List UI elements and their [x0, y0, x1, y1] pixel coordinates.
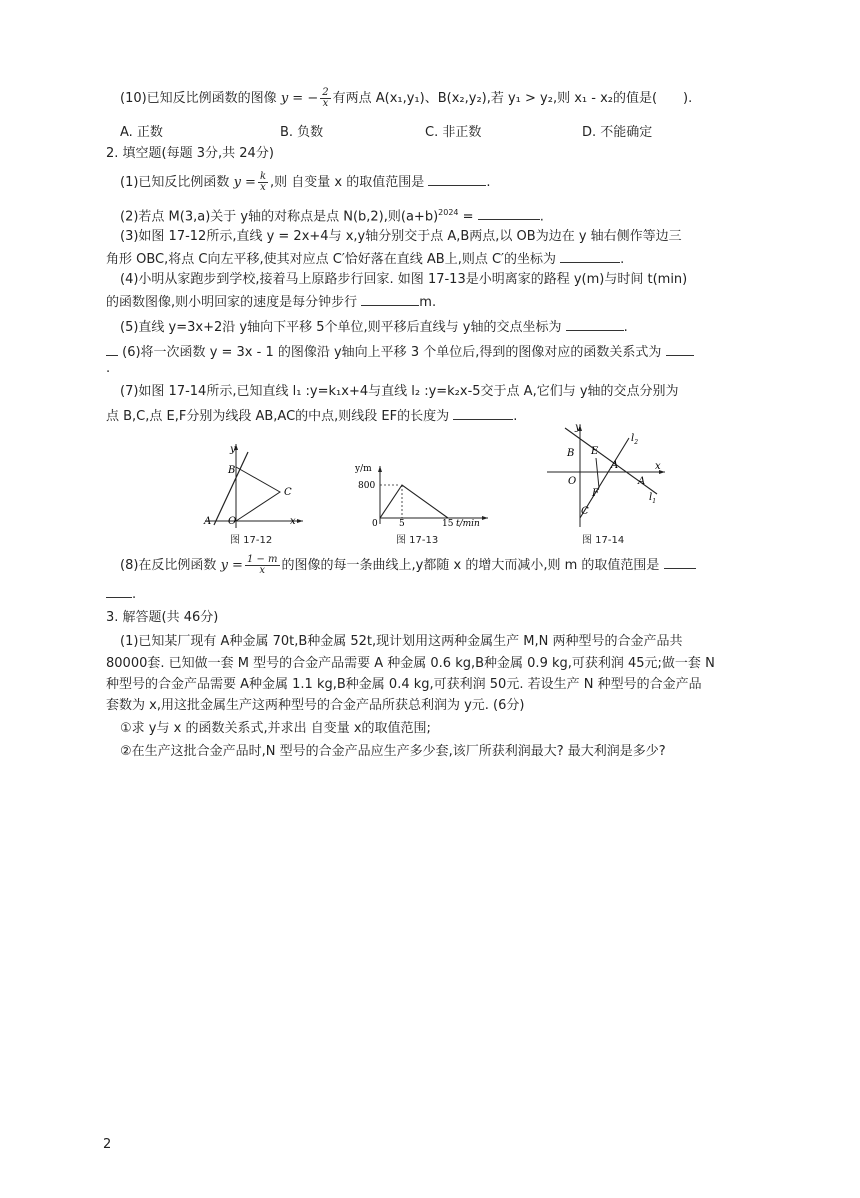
option-c: C. 非正数: [425, 125, 482, 140]
fig14-caption: 图 17-14: [582, 535, 625, 546]
fill-q4-end: m.: [419, 295, 437, 310]
fill-q8-den: x: [259, 565, 266, 576]
fill-q1: [120, 172, 491, 193]
option-a: A. 正数: [120, 125, 163, 140]
fill-q4-line2: [106, 292, 436, 312]
fill-q1-fx: y =: [233, 175, 256, 190]
fig14-c-label: C: [581, 506, 589, 517]
answer-q1-line4: 套数为 x,用这批金属生产这两种型号的合金产品所获总利润为 y元. (6分): [106, 698, 525, 713]
fig13-origin-label: 0: [372, 519, 378, 529]
fill-q8-post: 的图像的每一条曲线上,y都随 x 的增大而减小,则 m 的取值范围是: [281, 558, 660, 573]
fill-q8: [120, 555, 696, 576]
fig13-800-label: 800: [358, 481, 376, 491]
q10-num: 2: [322, 87, 329, 98]
fig12-caption: 图 17-12: [230, 535, 273, 546]
fill-q7-text: 点 B,C,点 E,F分别为线段 AB,AC的中点,则线段 EF的长度为: [106, 409, 450, 424]
figure-17-12: [200, 440, 306, 530]
fig13-t-label: t/min: [456, 519, 480, 529]
fill-q5: [120, 317, 628, 337]
fig14-l1-letter: l: [649, 492, 653, 503]
fig13-5-label: 5: [399, 519, 405, 529]
answer-blank[interactable]: [566, 317, 624, 331]
q10-line: [120, 88, 692, 109]
answer-blank[interactable]: [453, 406, 513, 420]
answer-blank[interactable]: [478, 206, 540, 220]
fig12-o-label: O: [228, 516, 237, 527]
page-number: 2: [103, 1137, 112, 1152]
fill-q4-line1: (4)小明从家跑步到学校,接着马上原路步行回家. 如图 17-13是小明离家的路程 y(m)与时间 t(min): [120, 272, 688, 287]
fig12-y-label: y: [230, 444, 236, 455]
q10-post: 有两点 A(x₁,y₁)、B(x₂,y₂),若 y₁ > y₂,则 x₁ - x₂的值是( ).: [332, 91, 693, 106]
fig13-caption: 图 17-13: [396, 535, 439, 546]
answer-blank[interactable]: [664, 555, 696, 569]
q10-fraction: [320, 88, 330, 109]
fill-q7-line1: (7)如图 17-14所示,已知直线 l₁ :y=k₁x+4与直线 l₂ :y=k₂x-5交于点 A,它们与 y轴的交点分别为: [120, 384, 679, 399]
fill-q1-num: k: [259, 171, 266, 182]
q10-fx: y = −: [280, 91, 319, 106]
fill-q3-end: .: [620, 252, 625, 267]
fig13-15-label: 15: [442, 519, 454, 529]
fill-q8-end: .: [132, 587, 137, 602]
fig14-o-label: O: [568, 476, 577, 487]
fill-q1-den: x: [260, 182, 266, 193]
fig14-l1-label: [649, 492, 656, 505]
answer-blank[interactable]: [560, 249, 620, 263]
q10-den: x: [322, 98, 329, 109]
fill-q2-text: (2)若点 M(3,a)关于 y轴的对称点是点 N(b,2),则(a+b): [120, 209, 439, 225]
answer-blank[interactable]: [428, 172, 486, 186]
fill-q4-text: 的函数图像,则小明回家的速度是每分钟步行: [106, 295, 358, 310]
lead-rule: [106, 342, 118, 356]
fig14-a-label-x: A: [638, 476, 646, 487]
fill-q1-end: .: [486, 175, 491, 190]
answer-q1-sub1: ①求 y与 x 的函数关系式,并求出 自变量 x的取值范围;: [120, 721, 431, 736]
figure-17-14: [545, 422, 670, 530]
fig14-l2-label: [631, 433, 638, 446]
fill-q8-num: 1 − m: [246, 554, 278, 565]
fig14-b-label: B: [567, 448, 575, 459]
fill-q3-line1: (3)如图 17-12所示,直线 y = 2x+4与 x,y轴分别交于点 A,B两点,以 OB为边在 y 轴右侧作等边三: [120, 229, 682, 244]
fill-q5-end: .: [623, 320, 628, 335]
fig14-l2-letter: l: [631, 433, 635, 444]
fig14-a-label-top: A: [611, 460, 619, 471]
fig12-a-label: A: [204, 516, 212, 527]
fig14-f-label: F: [592, 488, 599, 499]
option-b: B. 负数: [280, 125, 324, 140]
answer-q1-line2: 80000套. 已知做一套 M 型号的合金产品需要 A 种金属 0.6 kg,B种金属 0.9 kg,可获利润 45元;做一套 N: [106, 656, 715, 671]
option-d: D. 不能确定: [582, 125, 653, 140]
fig12-c-label: C: [284, 487, 292, 498]
fill-q2-eq: =: [462, 209, 474, 225]
fill-q6: [106, 342, 694, 362]
section3-title: 3. 解答题(共 46分): [106, 610, 219, 625]
answer-blank[interactable]: [666, 342, 694, 356]
fig12-b-label: B: [228, 465, 236, 476]
fill-q7-line2: [106, 406, 517, 426]
fig13-y-label: y/m: [355, 464, 372, 474]
fill-q2: [120, 204, 544, 226]
section2-title: 2. 填空题(每题 3分,共 24分): [106, 146, 274, 161]
fill-q6-end: .: [106, 361, 111, 376]
fill-q7-end: .: [513, 409, 518, 424]
answer-blank-cont[interactable]: [106, 584, 132, 598]
fig14-l2-sub: 2: [634, 439, 639, 446]
answer-q1-sub2: ②在生产这批合金产品时,N 型号的合金产品应生产多少套,该厂所获利润最大? 最大利润是多少?: [120, 744, 666, 759]
fill-q5-text: (5)直线 y=3x+2沿 y轴向下平移 5个单位,则平移后直线与 y轴的交点坐标为: [120, 320, 562, 335]
answer-q1-line1: (1)已知某厂现有 A种金属 70t,B种金属 52t,现计划用这两种金属生产 M,N 两种型号的合金产品共: [120, 634, 683, 649]
q10-pre: (10)已知反比例函数的图像: [120, 91, 277, 106]
fill-q3-text: 角形 OBC,将点 C向左平移,使其对应点 C′恰好落在直线 AB上,则点 C′的坐标为: [106, 252, 557, 267]
fill-q6-text: (6)将一次函数 y = 3x - 1 的图像沿 y轴向上平移 3 个单位后,得到的图像对应的函数关系式为: [122, 345, 662, 360]
fill-q8-pre: (8)在反比例函数: [120, 558, 217, 573]
fig14-x-label: x: [655, 461, 661, 472]
fill-q2-exponent: 2024: [438, 208, 459, 217]
answer-q1-line3: 种型号的合金产品需要 A种金属 1.1 kg,B种金属 0.4 kg,可获利润 50元. 若设生产 N 种型号的合金产品: [106, 677, 702, 692]
fig14-e-label: E: [591, 446, 599, 457]
figure-17-13: [352, 460, 492, 530]
fill-q8-fraction: [245, 555, 280, 576]
fig14-l1-sub: 1: [652, 498, 657, 505]
fill-q1-post: ,则 自变量 x 的取值范围是: [270, 175, 425, 190]
fill-q8-cont: [106, 584, 136, 604]
fill-q8-fx: y =: [220, 558, 243, 573]
answer-blank[interactable]: [361, 292, 419, 306]
fig14-y-label: y: [575, 422, 581, 433]
fill-q2-end: .: [539, 209, 544, 225]
fill-q1-fraction: [258, 172, 268, 193]
fill-q3-line2: [106, 249, 624, 269]
fill-q1-pre: (1)已知反比例函数: [120, 175, 230, 190]
fig12-x-label: x: [290, 516, 296, 527]
